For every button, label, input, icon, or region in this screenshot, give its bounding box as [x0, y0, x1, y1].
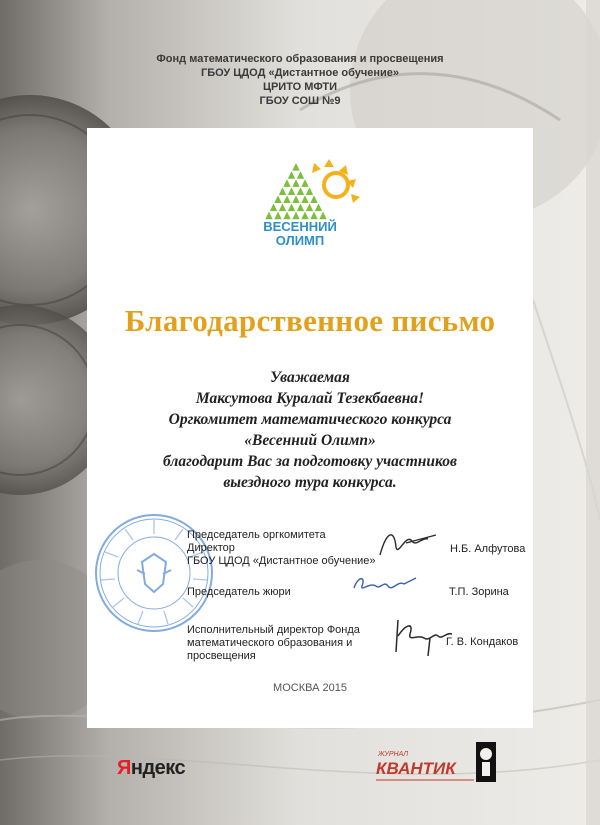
signatory-role-1: [187, 529, 376, 568]
role-line: Директор: [187, 542, 235, 554]
logo-triangle: [297, 187, 304, 195]
body-line: благодарит Вас за подготовку участников: [163, 453, 457, 470]
role-line: Председатель оргкомитета: [187, 529, 326, 541]
signatory-name-2: Т.П. Зорина: [449, 586, 509, 598]
logo-triangle: [292, 195, 299, 203]
logo-triangle: [283, 195, 290, 203]
handwritten-signature-1: [376, 523, 446, 563]
role-line: Исполнительный директор Фонда: [187, 624, 360, 636]
logo-triangle: [288, 171, 295, 179]
role-line: Председатель жюри: [187, 586, 291, 598]
logo-triangle: [288, 187, 295, 195]
organization-line: ЦРИТО МФТИ: [262, 81, 338, 93]
sun-icon: [312, 159, 360, 203]
contest-logo-text: [250, 220, 350, 248]
logo-triangle: [279, 187, 286, 195]
logo-triangle: [270, 204, 277, 212]
role-line: математического образования и: [187, 637, 353, 649]
body-line: Уважаемая: [270, 369, 350, 386]
yandex-logo-rest: ндекс: [130, 757, 186, 779]
logo-triangle: [301, 179, 308, 187]
logo-triangle: [315, 204, 322, 212]
logo-triangle: [306, 187, 313, 195]
yandex-logo: [117, 757, 185, 780]
organizations-header: [0, 52, 600, 108]
logo-line-1: ВЕСЕННИЙ: [263, 219, 337, 234]
organization-line: ГБОУ ЦДОД «Дистантное обучение»: [200, 67, 400, 79]
logo-line-2: ОЛИМП: [275, 233, 325, 248]
signatory-name-1: Н.Б. Алфутова: [450, 543, 526, 555]
body-line: Максутова Куралай Тезекбаевна!: [195, 390, 425, 407]
organization-line: ГБОУ СОШ №9: [259, 95, 341, 107]
logo-triangle: [292, 179, 299, 187]
mountain-triangles: [265, 163, 326, 219]
letter-body: [40, 367, 580, 493]
signatory-role-3: [187, 624, 360, 663]
logo-triangle: [310, 195, 317, 203]
logo-triangle: [279, 204, 286, 212]
signatory-name-3: Г. В. Кондаков: [446, 636, 519, 648]
organization-line: Фонд математического образования и просвещения: [156, 53, 444, 65]
body-line: «Весенний Олимп»: [244, 432, 376, 449]
handwritten-signature-2: [350, 570, 420, 604]
role-line: ГБОУ ЦДОД «Дистантное обучение»: [187, 555, 376, 567]
logo-triangle: [274, 195, 281, 203]
kvantik-name: КВАНТИК: [376, 759, 456, 778]
document-title: Благодарственное письмо: [124, 303, 496, 338]
logo-triangle: [301, 195, 308, 203]
logo-triangle: [306, 204, 313, 212]
kvantik-small-label: ЖУРНАЛ: [378, 751, 409, 758]
logo-triangle: [292, 163, 299, 171]
body-line: Оргкомитет математического конкурса: [168, 411, 452, 428]
city-year: МОСКВА 2015: [273, 682, 347, 694]
logo-triangle: [283, 179, 290, 187]
logo-triangle: [297, 204, 304, 212]
body-line: выездного тура конкурса.: [223, 474, 397, 491]
logo-triangle: [288, 204, 295, 212]
signatory-role-2: [187, 586, 291, 599]
yandex-logo-first-letter: Я: [117, 757, 131, 779]
role-line: просвещения: [187, 650, 256, 662]
kvantik-magazine-logo-icon: [372, 740, 502, 790]
logo-triangle: [297, 171, 304, 179]
